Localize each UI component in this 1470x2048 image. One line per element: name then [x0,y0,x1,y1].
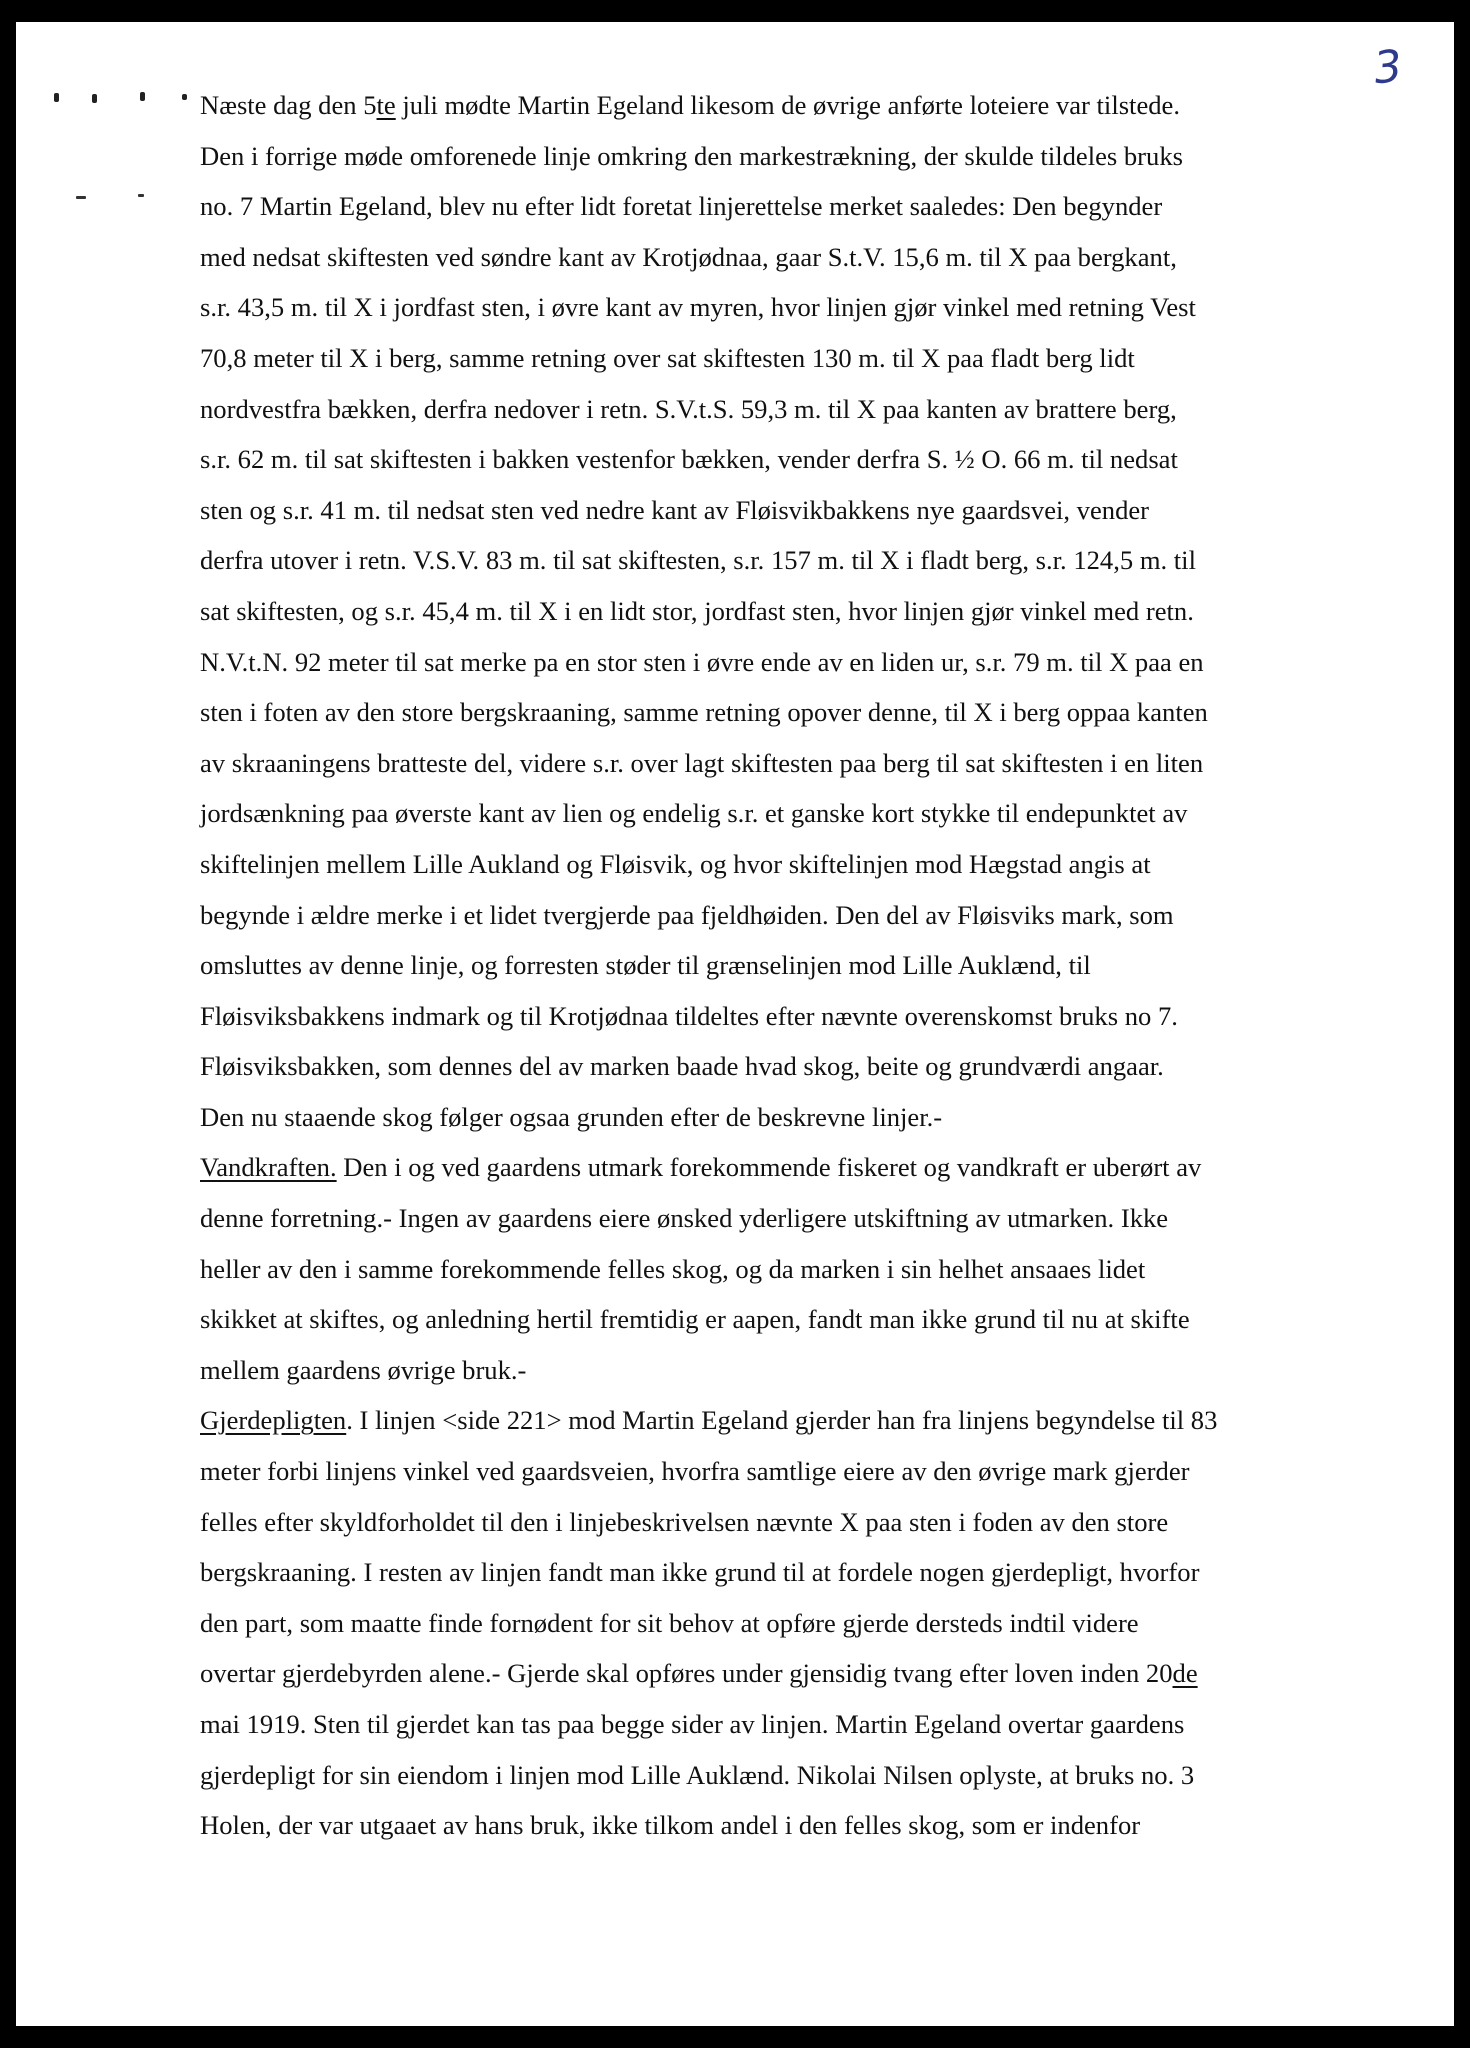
text-line [200,1648,1300,1699]
text-line [200,1446,1300,1497]
text-line [200,839,1300,890]
text-span: omsluttes av denne linje, og forresten støder til grænselinjen mod Lille Auklænd, til [200,950,1091,981]
margin-dash [76,196,86,199]
margin-dot [54,93,59,102]
text-line [200,586,1300,637]
text-span: Næste dag den 5 [200,90,377,120]
text-line [200,131,1300,182]
text-span: nordvestfra bækken, derfra nedover i retn. S.V.t.S. 59,3 m. til X paa kanten av brattere berg, [200,393,1177,424]
text-line [200,1699,1300,1750]
text-line [200,181,1300,232]
text-span: heller av den i samme forekommende felles skog, og da marken i sin helhet ansaaes lidet [200,1253,1146,1284]
text-span: Den i forrige møde omforenede linje omkring den markestrækning, der skulde tildeles bruks [200,140,1183,171]
text-span: skikket at skiftes, og anledning hertil fremtidig er aapen, fandt man ikke grund til nu at skifte [200,1304,1190,1335]
text-line [200,434,1300,485]
document-page [16,22,1454,2026]
body-text [200,80,1300,1851]
margin-dot [182,94,187,100]
text-line [200,788,1300,839]
text-line [200,1193,1300,1244]
text-span: meter forbi linjens vinkel ved gaardsveien, hvorfra samtlige eiere av den øvrige mark gjerder [200,1456,1190,1487]
text-span: overtar gjerdebyrden alene.- Gjerde skal opføres under gjensidig tvang efter loven inden 20 [200,1658,1173,1689]
margin-dot [140,92,145,101]
text-line [200,1294,1300,1345]
text-span: jordsænkning paa øverste kant av lien og endelig s.r. et ganske kort stykke til endepunktet av [200,798,1188,829]
text-line [200,1800,1300,1851]
text-line [200,1547,1300,1598]
text-span: Den i og ved gaardens utmark forekommende fiskeret og vandkraft er uberørt av [336,1152,1202,1183]
text-span: Holen, der var utgaaet av hans bruk, ikke tilkom andel i den felles skog, som er indenfor [200,1810,1141,1841]
text-line [200,282,1300,333]
text-span: bergskraaning. I resten av linjen fandt man ikke grund til at fordele nogen gjerdepligt, hvorfor [200,1557,1200,1588]
text-line [200,535,1300,586]
text-line [200,1142,1300,1193]
page-number: 3 [1371,40,1405,95]
text-span: sat skiftesten, og s.r. 45,4 m. til X i en lidt stor, jordfast sten, hvor linjen gjør vinkel med retn. [200,595,1194,626]
margin-dot [92,94,97,103]
text-line [200,80,1300,131]
text-line [200,1395,1300,1446]
text-span: av skraaningens bratteste del, videre s.r. over lagt skiftesten paa berg til sat skiftesten i en liten [200,747,1204,778]
text-line [200,1041,1300,1092]
text-span: denne forretning.- Ingen av gaardens eiere ønsked yderligere utskiftning av utmarken. Ikke [200,1203,1169,1234]
text-line [200,940,1300,991]
text-span: 70,8 meter til X i berg, samme retning over sat skiftesten 130 m. til X paa fladt berg lidt [200,342,1135,373]
text-span: begynde i ældre merke i et lidet tvergjerde paa fjeldhøiden. Den del av Fløisviks mark, som [200,899,1174,930]
text-line [200,637,1300,688]
underlined-text: Gjerdepligten [200,1405,347,1436]
underlined-text: de [1172,1658,1198,1689]
text-line [200,384,1300,435]
text-span: s.r. 62 m. til sat skiftesten i bakken vestenfor bækken, vender derfra S. ½ O. 66 m. til nedsat [200,444,1178,475]
text-line [200,1244,1300,1295]
text-span: Den nu staaende skog følger ogsaa grunden efter de beskrevne linjer.- [200,1101,943,1132]
text-span: sten og s.r. 41 m. til nedsat sten ved nedre kant av Fløisvikbakkens nye gaardsvei, vender [200,494,1150,525]
underlined-text: te [376,90,396,120]
text-line [200,333,1300,384]
text-line [200,1345,1300,1396]
text-span: sten i foten av den store bergskraaning, samme retning opover denne, til X i berg oppaa kanten [200,697,1208,728]
text-line [200,1598,1300,1649]
text-span: s.r. 43,5 m. til X i jordfast sten, i øvre kant av myren, hvor linjen gjør vinkel med retning Vest [200,292,1196,323]
text-line [200,1092,1300,1143]
text-span: mellem gaardens øvrige bruk.- [200,1354,527,1385]
text-line [200,687,1300,738]
underlined-text: Vandkraften. [200,1152,337,1183]
text-span: juli mødte Martin Egeland likesom de øvrige anførte loteiere var tilstede. [395,90,1181,120]
text-span: skiftelinjen mellem Lille Aukland og Fløisvik, og hvor skiftelinjen mod Hægstad angis at [200,848,1151,879]
text-span: med nedsat skiftesten ved søndre kant av Krotjødnaa, gaar S.t.V. 15,6 m. til X paa bergkant, [200,241,1177,272]
margin-marks [54,90,194,220]
text-span: N.V.t.N. 92 meter til sat merke pa en stor sten i øvre ende av en liden ur, s.r. 79 m. til X paa en [200,646,1204,677]
text-span: Fløisviksbakkens indmark og til Krotjødnaa tildeltes efter nævnte overenskomst bruks no 7. [200,1000,1178,1031]
text-line [200,1497,1300,1548]
text-span: den part, som maatte finde fornødent for sit behov at opføre gjerde dersteds indtil videre [200,1607,1139,1638]
margin-dash [138,194,144,197]
text-span: mai 1919. Sten til gjerdet kan tas paa begge sider av linjen. Martin Egeland overtar gaardens [200,1709,1185,1739]
text-span: . I linjen <side 221> mod Martin Egeland gjerder han fra linjens begyndelse til 83 [346,1405,1218,1436]
text-line [200,232,1300,283]
text-span: gjerdepligt for sin eiendom i linjen mod Lille Auklænd. Nikolai Nilsen oplyste, at bruks no. 3 [200,1759,1195,1790]
text-span: derfra utover i retn. V.S.V. 83 m. til sat skiftesten, s.r. 157 m. til X i fladt berg, s.r. 124,5 m. til [200,545,1196,576]
text-line [200,991,1300,1042]
text-line [200,485,1300,536]
text-span: felles efter skyldforholdet til den i linjebeskrivelsen nævnte X paa sten i foden av den store [200,1506,1169,1537]
text-span: Fløisviksbakken, som dennes del av marken baade hvad skog, beite og grundværdi angaar. [200,1051,1164,1082]
text-line [200,1750,1300,1801]
text-line [200,890,1300,941]
text-line [200,738,1300,789]
text-span: no. 7 Martin Egeland, blev nu efter lidt foretat linjerettelse merket saaledes: Den begynder [200,191,1163,222]
